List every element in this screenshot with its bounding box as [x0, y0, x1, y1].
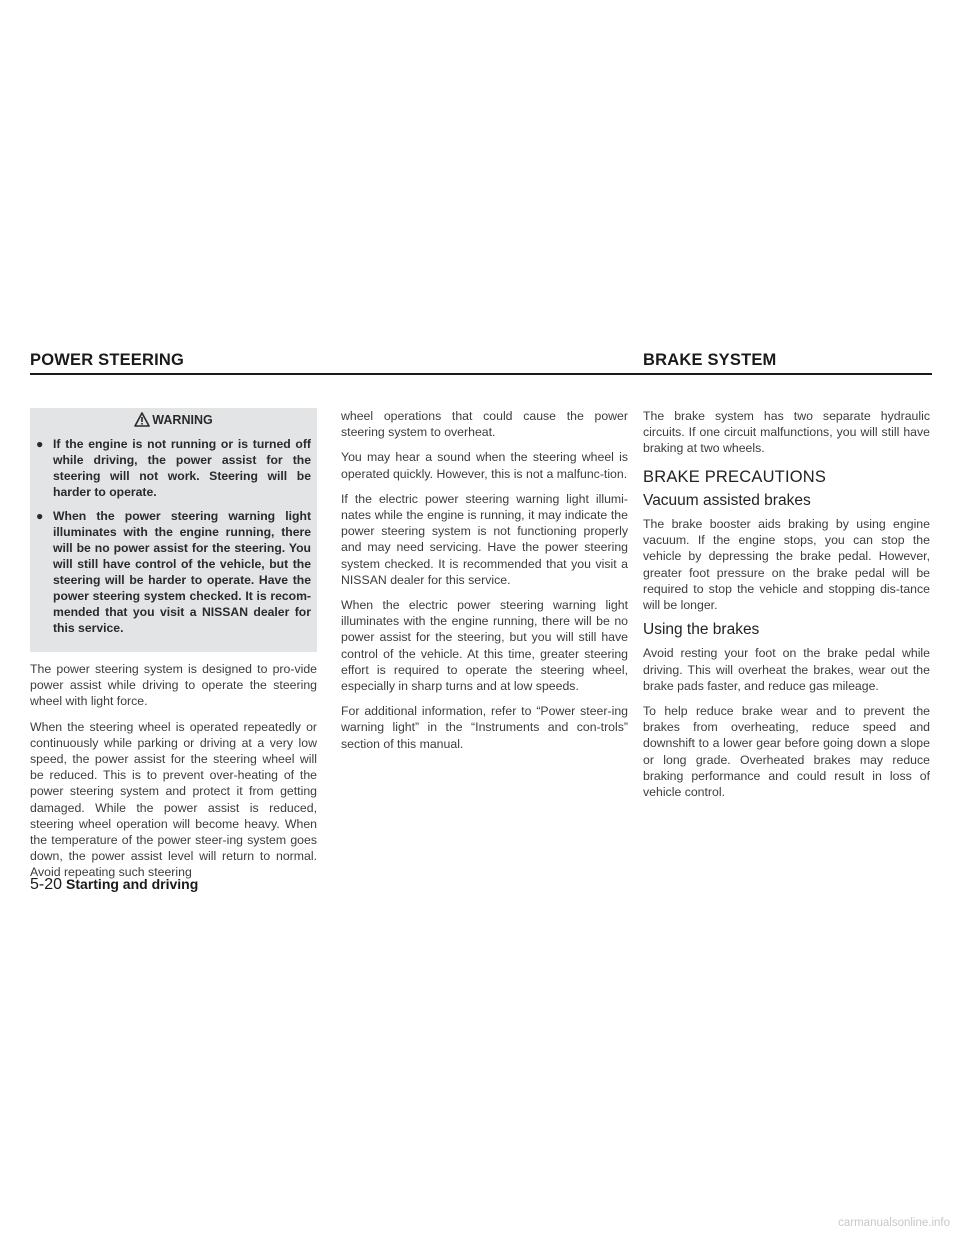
warning-list	[36, 436, 311, 636]
warning-item	[36, 508, 311, 636]
column-2	[341, 408, 628, 761]
warning-header	[36, 408, 311, 430]
brake-precautions-heading: BRAKE PRECAUTIONS	[643, 467, 827, 486]
warning-box	[30, 408, 317, 652]
using-brakes-text-1: Avoid resting your foot on the brake pedal while driving. This will overheat the brakes, wear out the brake pads faster, and reduce gas mileage.	[643, 646, 930, 693]
warning-triangle-icon	[134, 412, 150, 427]
ps-paragraph-2-continued: wheel operations that could cause the power steering system to overheat.	[341, 409, 628, 440]
ps-paragraph-1: The power steering system is designed to pro-vide power assist while driving to operate the steering wheel with light force.	[30, 662, 317, 709]
watermark: carmanualsonline.info	[838, 1217, 950, 1229]
warning-item-text: When the power steering warning light illuminates with the engine running, there will be no power assist for the steering. You will still have control of the vehicle, but the steering will be harder to operate. Have the power steering system checked. It is recom-mended that you visit a NISSAN dealer for this service.	[53, 509, 311, 635]
ps-paragraph-5: When the electric power steering warning light illuminates with the engine running, there will be no power assist for the steering, but you will still have control of the vehicle. At this time, greater steering effort is required to operate the steering wheel, especially in sharp turns and at low speeds.	[341, 598, 628, 694]
footer-section: Starting and driving	[66, 876, 199, 892]
vacuum-brakes-text: The brake booster aids braking by using engine vacuum. If the engine stops, you can stop the vehicle by depressing the brake pedal. However, greater foot pressure on the brake pedal will be required to stop the vehicle and stopping dis-tance will be longer.	[643, 517, 930, 613]
power-steering-heading: POWER STEERING	[30, 351, 185, 369]
ps-paragraph-4: If the electric power steering warning light illumi-nates while the engine is running, it may indicate the power steering system is not functioning properly and may need servicing. Have the power steering system checked. It is recommended that you visit a NISSAN dealer for this service.	[341, 491, 628, 587]
header-rule	[30, 373, 932, 375]
bullet-icon: ●	[36, 437, 44, 451]
page-number: 5-20	[30, 876, 63, 893]
warning-item-text: If the engine is not running or is turned off while driving, the power assist for the steering will not work. Steering will be harder to operate.	[53, 437, 311, 499]
column-1	[30, 408, 317, 890]
using-brakes-text-2: To help reduce brake wear and to prevent the brakes from overheating, reduce speed and downshift to a lower gear before going down a slope or long grade. Overheated brakes may reduce braking performance and could result in loss of vehicle control.	[643, 704, 930, 800]
page-footer	[30, 876, 198, 894]
ps-paragraph-2: When the steering wheel is operated repeatedly or continuously while parking or driving at a very low speed, the power assist for the steering wheel will be reduced. This is to prevent over-heating of the power steering system and protect it from getting damaged. While the power assist is reduced, steering wheel operation will become heavy. When the temperature of the power steer-ing system goes down, the power assist level will return to normal. Avoid repeating such steering	[30, 719, 317, 880]
column-3	[643, 408, 930, 809]
ps-paragraph-3: You may hear a sound when the steering wheel is operated quickly. However, this is not a malfunc-tion.	[341, 450, 628, 481]
warning-title: WARNING	[152, 413, 213, 427]
bullet-icon: ●	[36, 509, 44, 523]
ps-paragraph-6: For additional information, refer to “Power steer-ing warning light” in the “Instruments and con-trols” section of this manual.	[341, 704, 628, 751]
warning-item	[36, 436, 311, 500]
brake-intro: The brake system has two separate hydraulic circuits. If one circuit malfunctions, you will still have braking at two wheels.	[643, 409, 930, 456]
brake-system-heading: BRAKE SYSTEM	[643, 351, 777, 369]
using-brakes-heading: Using the brakes	[643, 621, 760, 639]
vacuum-brakes-heading: Vacuum assisted brakes	[643, 491, 811, 509]
